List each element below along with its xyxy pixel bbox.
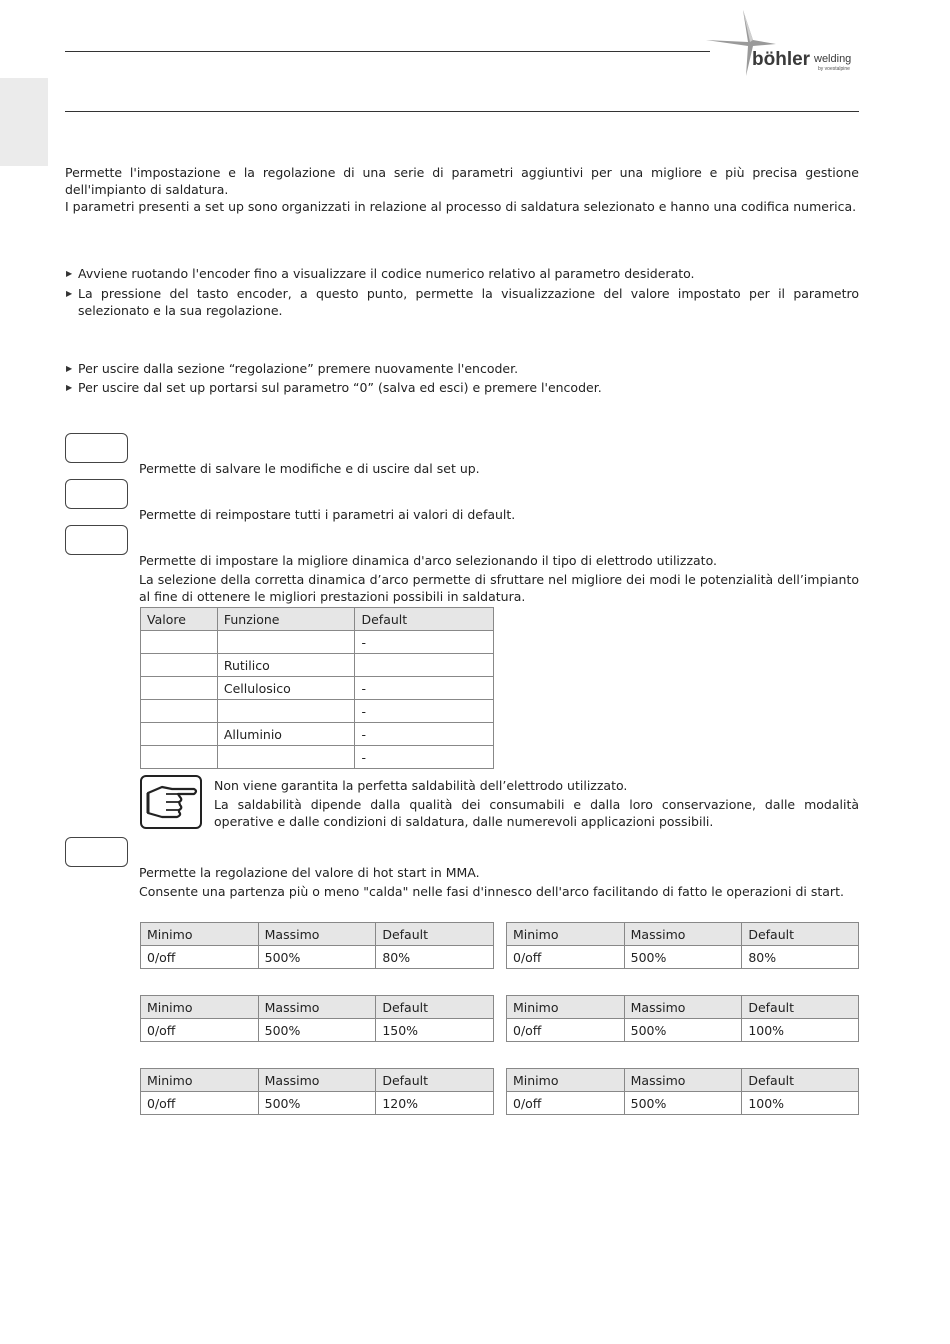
pointing-hand-icon	[140, 775, 202, 829]
table-row: -	[141, 631, 494, 654]
param3-description-2: La selezione della corretta dinamica d’arco permette di sfruttare nel migliore dei modi le potenzialità dell’impianto al fine di ottenere le migliori prestazioni possibili in saldatura.	[139, 572, 859, 604]
param-box	[65, 479, 128, 509]
param-box	[65, 837, 128, 867]
bohler-logo	[706, 6, 866, 78]
hotstart-table: Minimo Massimo Default 0/off 500% 100%	[506, 995, 859, 1042]
table-header: Funzione	[217, 608, 355, 631]
bullet-triangle-icon: ▶	[66, 289, 73, 298]
list-item: ▶ La pressione del tasto encoder, a questo punto, permette la visualizzazione del valore impostato per il parametro selezionato e la sua regolazione.	[66, 286, 859, 318]
bullet-triangle-icon: ▶	[66, 269, 73, 278]
header-rule-top	[65, 51, 710, 52]
hotstart-table: Minimo Massimo Default 0/off 500% 100%	[506, 1068, 859, 1115]
intro-paragraph-2: I parametri presenti a set up sono organizzati in relazione al processo di saldatura selezionato e hanno una codifica numerica.	[65, 199, 857, 214]
table-row: 0/off 500% 120%	[141, 1092, 494, 1115]
table-row: Cellulosico -	[141, 677, 494, 700]
table-row: Rutilico	[141, 654, 494, 677]
table-row: -	[141, 746, 494, 769]
bullet-triangle-icon: ▶	[66, 364, 73, 373]
table-row: -	[141, 700, 494, 723]
param-box	[65, 525, 128, 555]
brand-name: böhler	[752, 49, 811, 70]
table-row: 0/off 500% 80%	[507, 946, 859, 969]
hotstart-description-2: Consente una partenza più o meno "calda" nelle fasi d'innesco dell'arco facilitando di fatto le operazioni di start.	[139, 884, 844, 899]
side-tab	[0, 78, 48, 166]
param-box	[65, 433, 128, 463]
electrode-table	[140, 607, 494, 769]
header-rule-bottom	[65, 111, 859, 112]
table-row: 0/off 500% 100%	[507, 1092, 859, 1115]
table-row: 0/off 500% 80%	[141, 946, 494, 969]
hotstart-table: Minimo Massimo Default 0/off 500% 80%	[506, 922, 859, 969]
table-header: Valore	[141, 608, 218, 631]
hotstart-table: Minimo Massimo Default 0/off 500% 150%	[140, 995, 494, 1042]
list-item: ▶ Per uscire dalla sezione “regolazione” premere nuovamente l'encoder.	[66, 361, 519, 376]
hotstart-description-1: Permette la regolazione del valore di hot start in MMA.	[139, 865, 480, 880]
note-line-2: La saldabilità dipende dalla qualità dei consumabili e dalla loro conservazione, dalle modalità operative e dalle condizioni di saldatura, dalle numerevoli applicazioni possibili.	[214, 797, 859, 829]
table-row: 0/off 500% 150%	[141, 1019, 494, 1042]
table-row: 0/off 500% 100%	[507, 1019, 859, 1042]
table-header: Default	[355, 608, 494, 631]
hotstart-table: Minimo Massimo Default 0/off 500% 80%	[140, 922, 494, 969]
brand-sub: by voestalpine	[818, 66, 850, 72]
list-item: ▶ Per uscire dal set up portarsi sul parametro “0” (salva ed esci) e premere l'encoder.	[66, 380, 602, 395]
note-line-1: Non viene garantita la perfetta saldabilità dell’elettrodo utilizzato.	[214, 778, 628, 793]
bullet-triangle-icon: ▶	[66, 383, 73, 392]
table-row: Alluminio -	[141, 723, 494, 746]
hotstart-table: Minimo Massimo Default 0/off 500% 120%	[140, 1068, 494, 1115]
param0-description: Permette di salvare le modifiche e di uscire dal set up.	[139, 461, 480, 476]
brand-suffix: welding	[814, 53, 852, 65]
intro-paragraph-1: Permette l'impostazione e la regolazione di una serie di parametri aggiuntivi per una migliore e più precisa gestione dell'impianto di saldatura.	[65, 165, 859, 197]
list-item: ▶ Avviene ruotando l'encoder fino a visualizzare il codice numerico relativo al parametro desiderato.	[66, 266, 695, 281]
param3-description-1: Permette di impostare la migliore dinamica d'arco selezionando il tipo di elettrodo utilizzato.	[139, 553, 717, 568]
param1-description: Permette di reimpostare tutti i parametri ai valori di default.	[139, 507, 516, 522]
